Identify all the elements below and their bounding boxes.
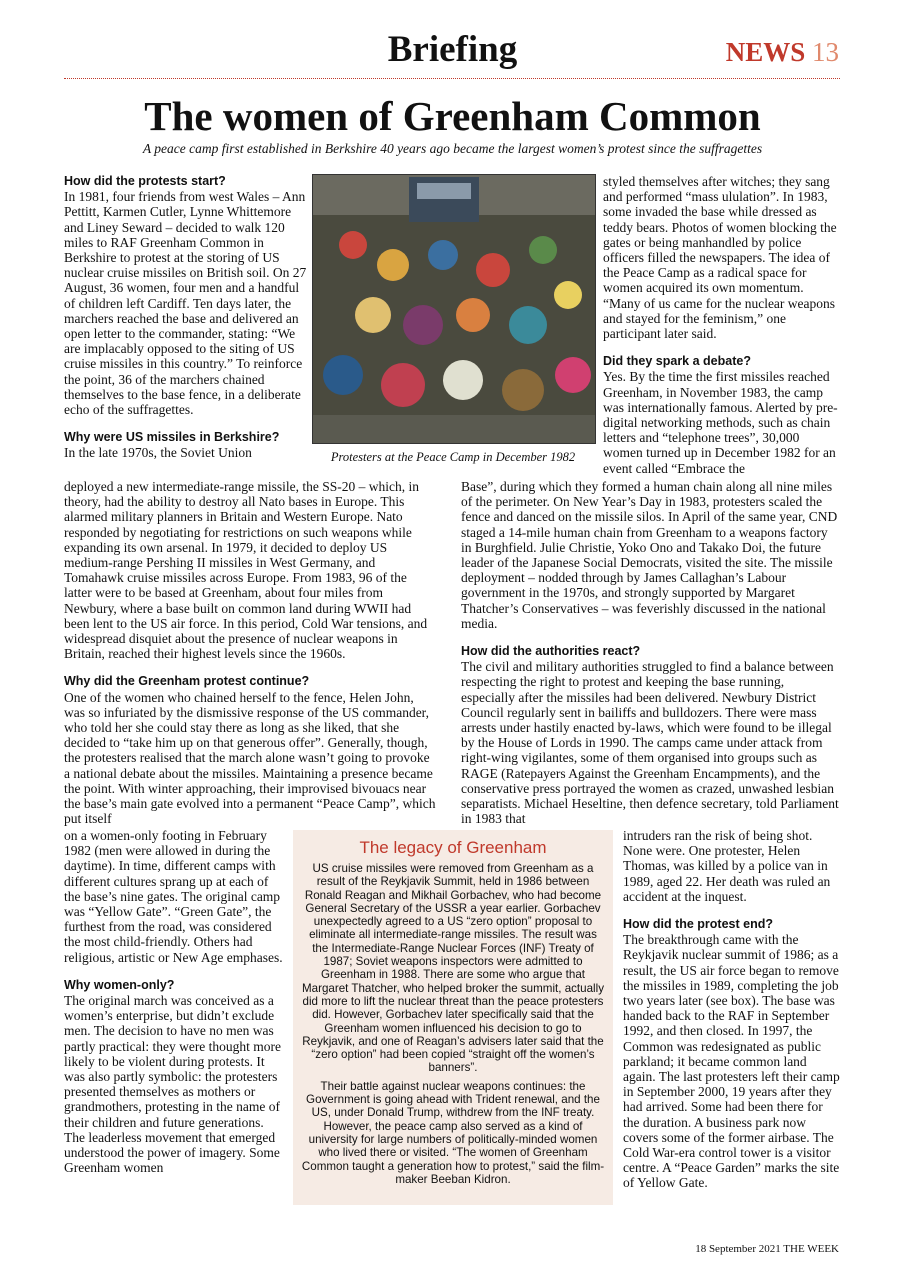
legacy-box-body <box>301 862 605 1186</box>
legacy-box-paragraph: US cruise missiles were removed from Greenham as a result of the Reykjavik Summit, held in 1986 between Ronald Reagan and Mikhail Gorbachev, who had become General Secretary of the USSR a year earlier. Gorbachev unexpectedly agreed to a US “zero option” proposal to eliminate all intermediate-range missiles. The result was the Intermediate-Range Nuclear Forces (INF) Treaty of 1987; Soviet weapons inspectors were admitted to Greenham in 1988. There are some who argue that Margaret Thatcher, who helped broker the summit, actually did more to lift the nuclear threat than the peace protesters did. However, Gorbachev later specifically said that the Greenham women influenced his decision to go to Reykjavik, and one of Reagan’s advisers later said that the “zero option” had been copied “straight off the women’s banners”. <box>301 862 604 1075</box>
section-text: deployed a new intermediate-range missile, the SS-20 – which, in theory, had the ability to destroy all Nato bases in Europe. This alarmed military planners in Britain and Western Europe. Nato responded by negotiating for restrictions on such weapons while expanding its own arsenal. In 1979, it decided to deploy US medium-range Pershing II missiles in West Germany, and Tomahawk cruise missiles across Europe. From 1983, 96 of the latter were to be based at Greenham, about four miles from Newbury, where a base built on common land during WWII had been lent to the US air force. In this period, Cold War tensions, and widespread disquiet about the presence of nuclear weapons in Britain, reached their highest levels since the 1960s. <box>64 479 428 662</box>
section-text: The breakthrough came with the Reykjavik nuclear summit of 1986; as a result, the US air force began to remove the missiles in 1989, completing the job two years later (see box). The base was handed back to the RAF in September 1992, and then closed. In 1997, the Common was redesignated as public parkland; it became common land again. The last protesters left their camp in September 2000, 19 years after they had arrived. Some had been there for the duration. A business park now covers some of the former airbase. The Cold War-era control tower is a visitor centre. A “Peace Garden” marks the site of Yellow Gate. <box>623 932 840 1191</box>
section-women-only <box>64 828 286 1175</box>
section-debate <box>603 174 840 476</box>
section-missiles-berkshire <box>64 479 436 826</box>
section-heading: Did they spark a debate? <box>603 354 751 369</box>
photo-caption: Protesters at the Peace Camp in December 1982 <box>330 450 576 464</box>
section-text: In the late 1970s, the Soviet Union <box>64 445 252 461</box>
footer-date: 18 September 2021 <box>695 1243 781 1255</box>
legacy-box-title: The legacy of Greenham <box>359 838 547 857</box>
section-heading: How did the protest end? <box>623 917 773 932</box>
section-heading: How did the authorities react? <box>461 644 641 659</box>
section-protest-end <box>623 828 840 1191</box>
protesters-photo <box>312 174 596 444</box>
news-label: NEWS <box>725 37 806 67</box>
section-protests-start <box>64 174 308 461</box>
section-text: styled themselves after witches; they sang and performed “mass ululation”. In 1983, some invaded the base while dressed as teddy bears. Photos of women blocking the gates or being manhandled by police officers filled the newspapers. The idea of the Peace Camp as a radical space for women acquired its own momentum. “Many of us came for the nuclear weapons and stayed for the feminism,” one participant later said. <box>603 174 837 342</box>
section-text: The original march was conceived as a women’s enterprise, but didn’t exclude men. The decision to have no men was partly practical: they were thought more likely to be violent during protests. It was also partly symbolic: the protesters presented themselves as mothers or grandmothers, protesting in the name of their children and future generations. The leaderless movement that emerged understood the power of imagery. Some Greenham women <box>64 993 282 1176</box>
legacy-box <box>293 830 613 1205</box>
header-divider <box>64 78 840 79</box>
section-heading: How did the protests start? <box>64 174 226 188</box>
section-text: Yes. By the time the first missiles reached Greenham, in November 1983, the camp was internationally famous. Alerted by pre-digital networking methods, such as chain letters and “telephone trees”, 30,000 women turned up in December 1982 for an event called “Embrace the <box>603 369 838 476</box>
article-standfirst: A peace camp first established in Berkshire 40 years ago became the largest women’s protest since the suffragettes <box>142 141 763 156</box>
footer-publication: THE WEEK <box>783 1243 839 1255</box>
section-text: In 1981, four friends from west Wales – Ann Pettitt, Karmen Cutler, Lynne Whittemore and Liney Seward – decided to walk 120 miles to RAF Greenham Common in Berkshire to protest at the storing of US nuclear cruise missiles on British soil. On 27 August, 36 women, four men and a handful of children left Cardiff. Ten days later, the marchers reached the base and delivered an open letter to the commander, stating: “We are implacably opposed to the siting of US cruise missiles in this country.” To reinforce the point, 36 of the marchers chained themselves to the base fence, in a deliberate echo of the suffragettes. <box>64 189 307 418</box>
section-heading: Why were US missiles in Berkshire? <box>64 430 280 445</box>
legacy-box-paragraph: Their battle against nuclear weapons continues: the Government is going ahead with Trident renewal, and the US, under Donald Trump, withdrew from the INF treaty. However, the peace camp also served as a kind of university for large numbers of politically-minded women who lived there or visited. “The women of Greenham Common taught a generation how to protest,” said the film-maker Beeban Kidron. <box>301 1079 605 1186</box>
section-text: on a women-only footing in February 1982 (men were allowed in during the daytime). In time, different camps with different cultures sprang up at each of the base’s nine gates. The original camp was “Yellow Gate”. “Green Gate”, the furthest from the road, was considered the most child-friendly. Others had religious, artistic or New Age emphases. <box>64 828 283 965</box>
section-text: Base”, during which they formed a human chain along all nine miles of the perimeter. On New Year’s Day in 1983, protesters scaled the fence and danced on the missile silos. In April of the same year, CND staged a 14-mile human chain from Greenham to a weapons factory in Burghfield. Julie Christie, Yoko Ono and Takako Doi, the future leader of the Japanese Social Democrats, visited the site. The missile deployment – nodded through by James Callaghan’s Labour government in the 1970s, and strongly supported by Margaret Thatcher’s Conservatives – was feverishly discussed in the national media. <box>461 479 838 631</box>
news-page-label <box>726 36 839 68</box>
section-authorities <box>461 479 840 826</box>
section-heading: Why women-only? <box>64 977 175 992</box>
section-heading: Why did the Greenham protest continue? <box>64 674 310 689</box>
section-title: Briefing <box>387 29 518 70</box>
article-title: The women of Greenham Common <box>144 93 761 139</box>
section-text: The civil and military authorities struggled to find a balance between respecting the right to protest and keeping the base running, especially after the missiles had been delivered. Newbury District Council regularly sent in bailiffs and bulldozers. There were mass arrests under hastily enacted by-laws, which were found to be illegal by the House of Lords in 1990. The camps came under attack from right-wing vigilantes, some of them organised into groups such as RAGE (Ratepayers Against the Greenham Encampments), and the conservative press portrayed the women as crazed, unwashed lesbian separatists. Michael Heseltine, then defence secretary, told Parliament in 1983 that <box>461 659 839 827</box>
section-text: One of the women who chained herself to the fence, Helen John, was so infuriated by the dismissive response of the US commander, who told her she could stay there as long as she liked, that she decided to “take him up on that generous offer”. Generally, though, the protesters realised that the march alone wasn’t going to provoke a national debate about the missiles. Maintaining a presence became the point. With winter approaching, their improvised bivouacs near the base’s main gate evolved into a permanent “Peace Camp”, which put itself <box>64 689 436 827</box>
page-footer <box>695 1242 839 1256</box>
section-text: intruders ran the risk of being shot. None were. One protester, Helen Thomas, was killed by a police van in 1989, aged 22. Her death was ruled an accident at the inquest. <box>623 828 831 904</box>
page-number: 13 <box>812 37 839 67</box>
